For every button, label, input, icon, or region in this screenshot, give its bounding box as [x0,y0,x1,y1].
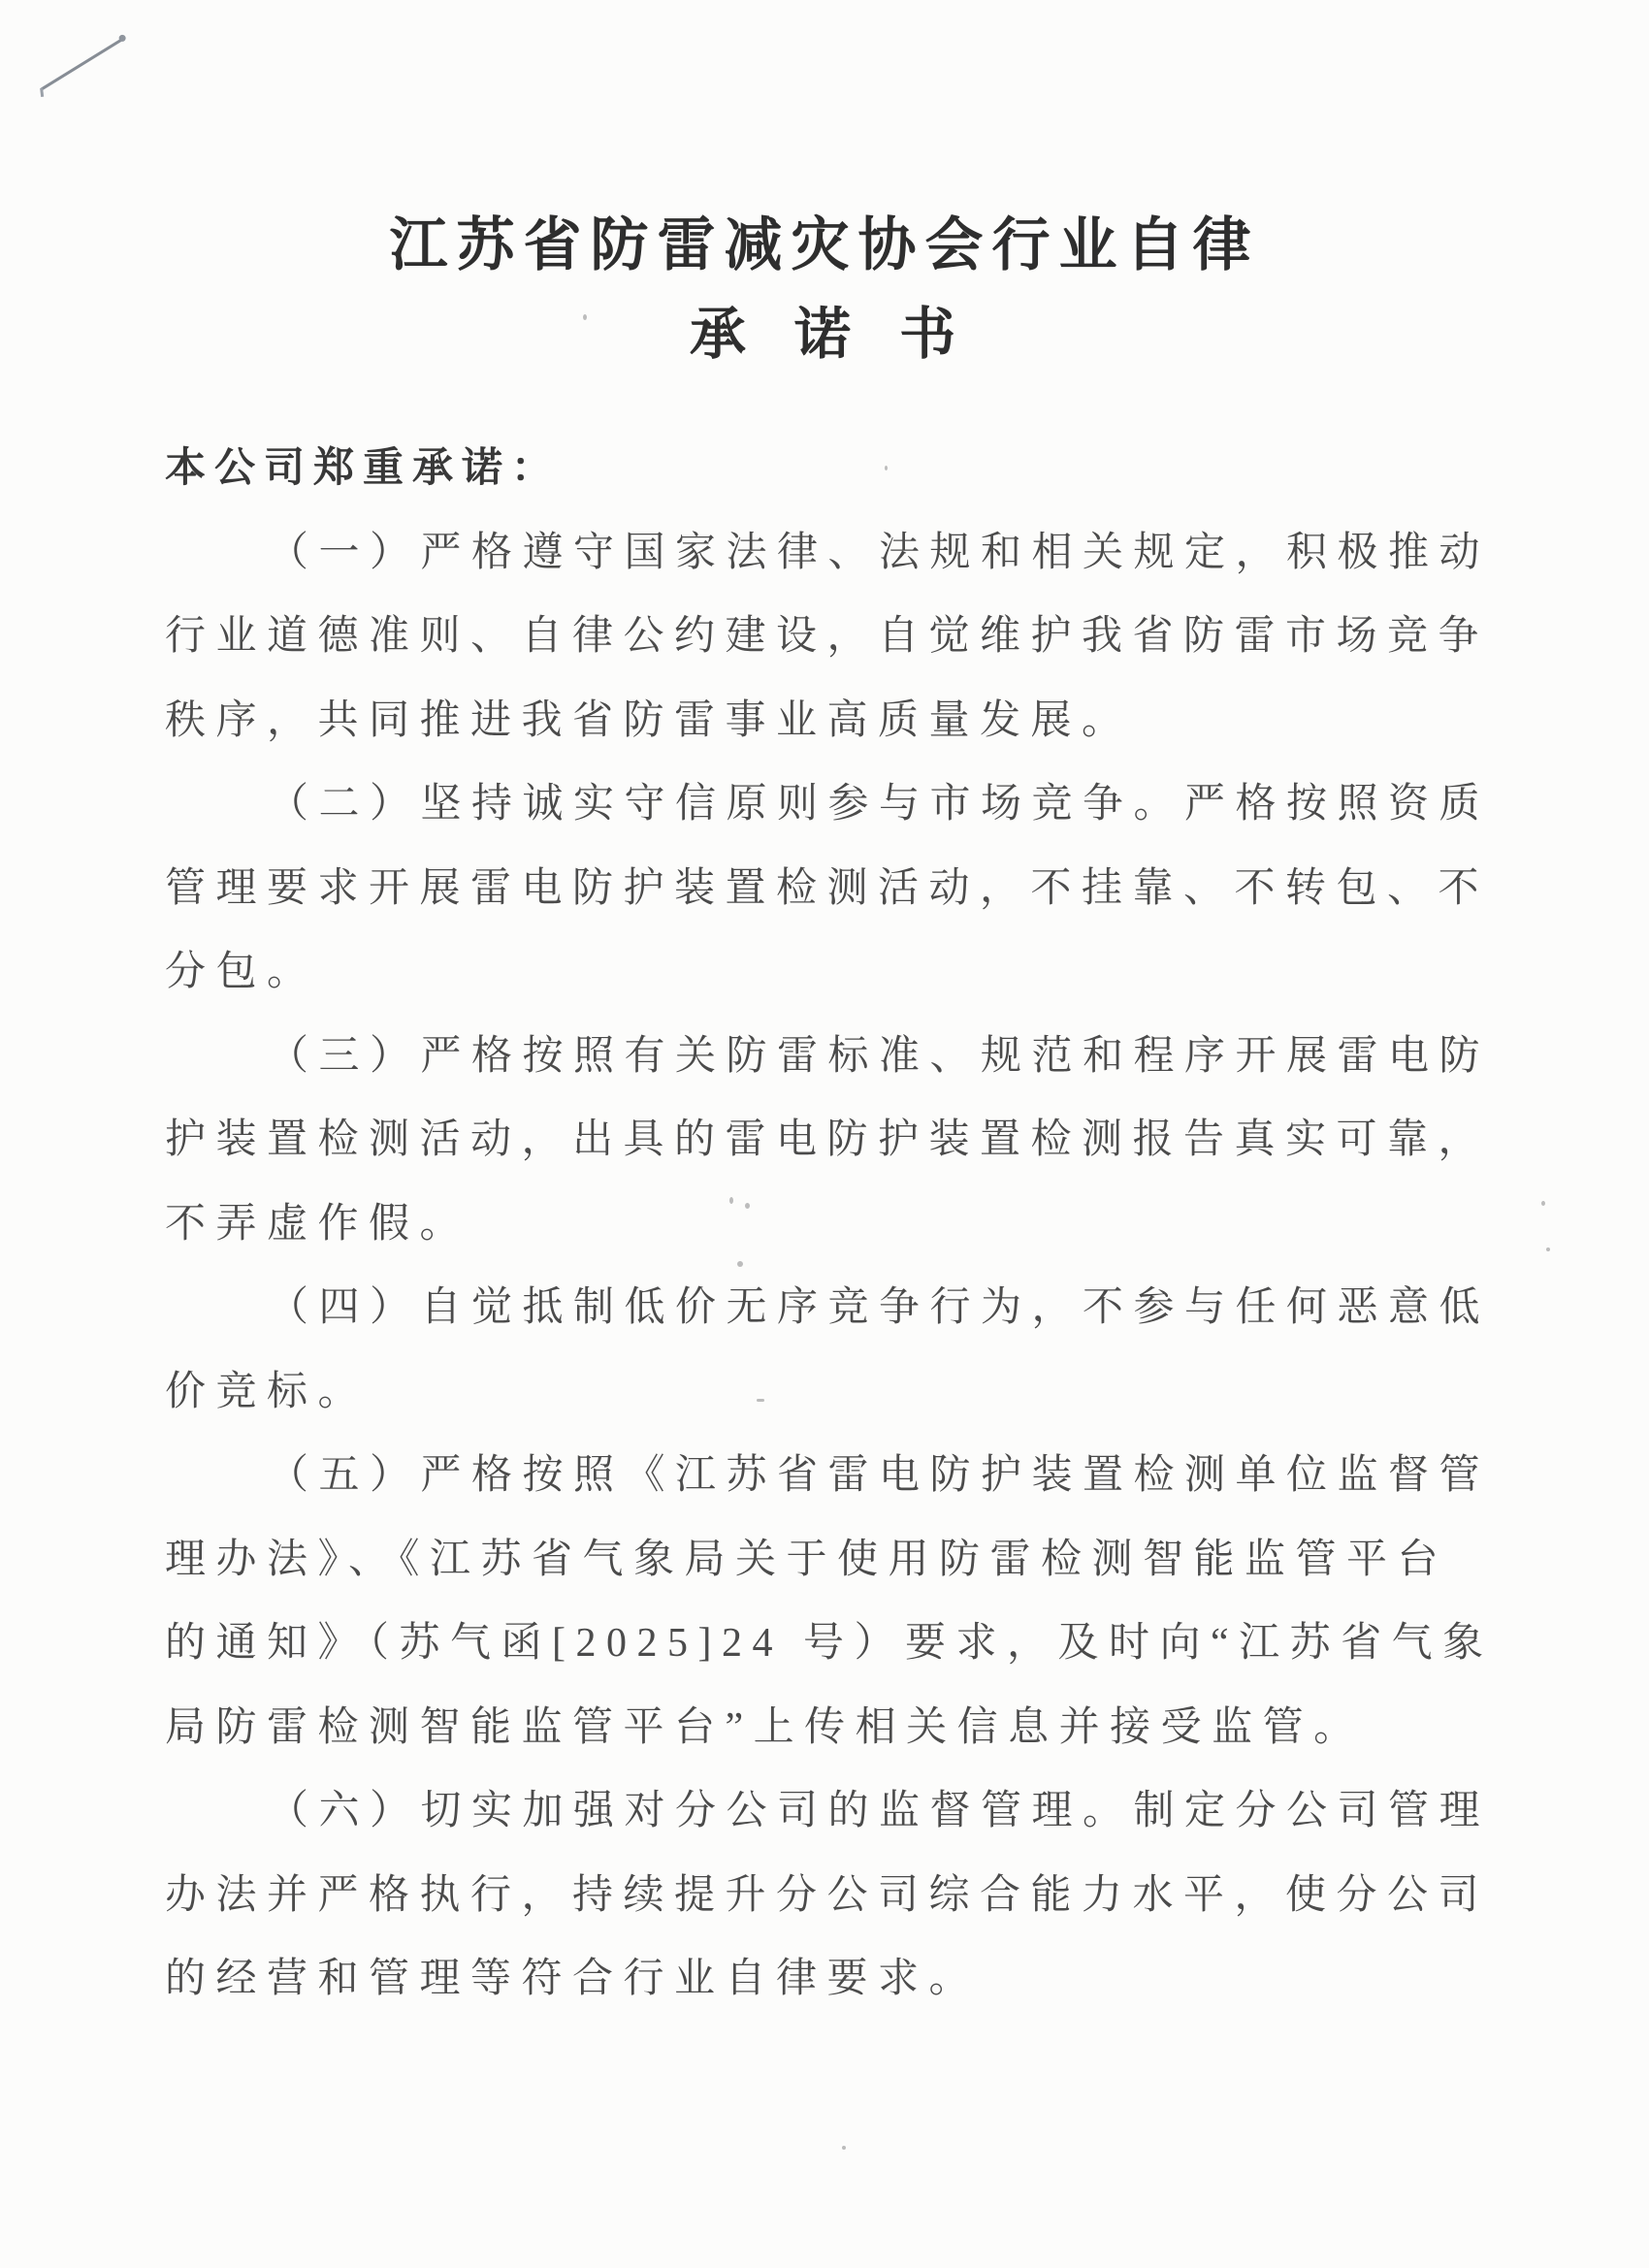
paragraph-3-line: （三）严格按照有关防雷标准、规范和程序开展雷电防 [268,1033,1491,1079]
paragraph-2-line: 分包。 [165,950,318,994]
scan-speck [729,1197,733,1204]
scan-speck [885,466,888,470]
paragraph-1-line: 秩序，共同推进我省防雷事业高质量发展。 [165,697,1133,743]
paragraph-1-line: （一）严格遵守国家法律、法规和相关规定，积极推动 [268,530,1491,575]
scan-speck [757,1399,764,1402]
scan-speck [745,1203,750,1209]
paragraph-6-line: （六）切实加强对分公司的监督管理。制定分公司管理 [268,1789,1491,1833]
paragraph-5-line: （五）严格按照《江苏省雷电防护装置检测单位监督管 [268,1453,1491,1498]
document-title-line2: 承 诺 书 [689,303,960,366]
paragraph-5-line: 的通知》（苏气函[2025]24 号）要求，及时向“江苏省气象 [165,1621,1494,1666]
paragraph-2-line: （二）坚持诚实守信原则参与市场竞争。严格按照资质 [268,782,1491,826]
paragraph-4-line: 价竞标。 [165,1369,370,1414]
paragraph-4-line: （四）自觉抵制低价无序竞争行为，不参与任何恶意低 [268,1285,1491,1330]
paragraph-3-line: 不弄虚作假。 [165,1201,471,1247]
paragraph-3-line: 护装置检测活动，出具的雷电防护装置检测报告真实可靠， [165,1118,1490,1162]
paragraph-5-line: 理办法》、《江苏省气象局关于使用防雷检测智能监管平台 [165,1537,1449,1582]
scan-speck [842,2146,846,2150]
paragraph-1-line: 行业道德准则、自律公约建设，自觉维护我省防雷市场竞争 [165,614,1490,659]
scan-speck [1546,1247,1550,1251]
paragraph-6-line: 的经营和管理等符合行业自律要求。 [165,1957,981,2001]
pen-mark [40,37,125,91]
paragraph-6-line: 办法并严格执行，持续提升分公司综合能力水平，使分公司 [165,1872,1490,1918]
intro-line: 本公司郑重承诺： [165,446,562,491]
paragraph-2-line: 管理要求开展雷电防护装置检测活动，不挂靠、不转包、不 [165,865,1490,911]
scan-speck [1541,1201,1545,1206]
scan-speck [583,314,587,320]
document-body [165,427,1508,2022]
document-title-line1: 江苏省防雷减灾协会行业自律 [389,212,1260,277]
paragraph-5-line: 局防雷检测智能监管平台”上传相关信息并接受监管。 [165,1704,1365,1750]
scan-speck [737,1261,743,1267]
